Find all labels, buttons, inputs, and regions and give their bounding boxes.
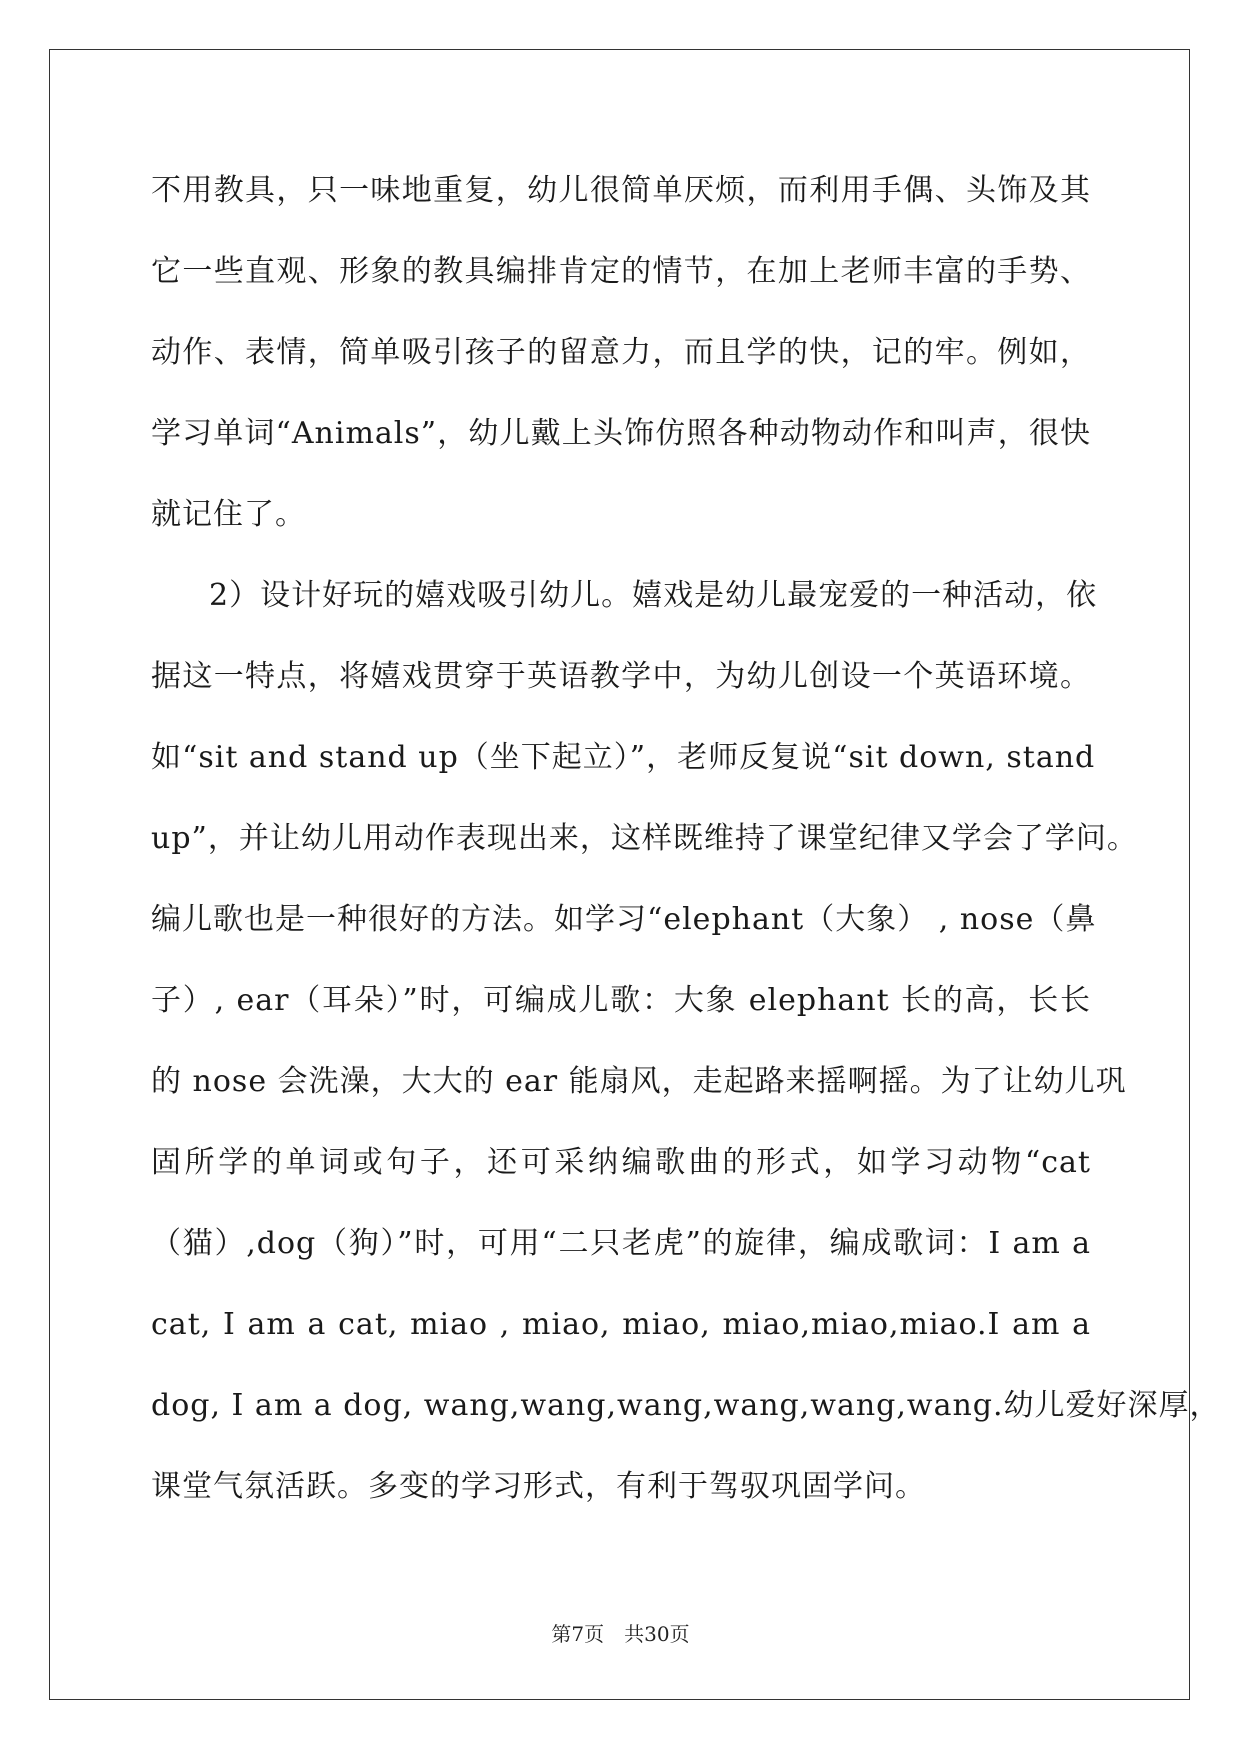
text-line: cat, I am a cat, miao , miao, miao, miao,miao,miao.I am a (151, 1307, 1091, 1342)
text-line: 如“sit and stand up（坐下起立）”，老师反复说“sit down, stand (151, 740, 1096, 775)
text-line: 固所学的单词或句子，还可采纳编歌曲的形式，如学习动物“cat (151, 1145, 1091, 1180)
text-line: 编儿歌也是一种很好的方法。如学习“elephant（大象） , nose（鼻 (151, 902, 1097, 937)
text-line: 它一些直观、形象的教具编排肯定的情节，在加上老师丰富的手势、 (151, 254, 1091, 289)
paragraph-1 (151, 150, 1091, 555)
text-line: 不用教具，只一味地重复，幼儿很简单厌烦，而利用手偶、头饰及其 (151, 173, 1091, 208)
text-line: （猫）,dog（狗）”时，可用“二只老虎”的旋律，编成歌词：I am a (151, 1226, 1091, 1261)
document-body (151, 150, 1221, 1527)
text-line: 就记住了。 (151, 497, 306, 532)
text-line: 学习单词“Animals”，幼儿戴上头饰仿照各种动物动作和叫声，很快 (151, 416, 1091, 451)
text-line: 2）设计好玩的嬉戏吸引幼儿。嬉戏是幼儿最宠爱的一种活动，依 (209, 578, 1098, 613)
text-line: up”，并让幼儿用动作表现出来，这样既维持了课堂纪律又学会了学问。 (151, 821, 1138, 856)
text-line: 据这一特点，将嬉戏贯穿于英语教学中，为幼儿创设一个英语环境。 (151, 659, 1091, 694)
text-line: dog, I am a dog, wang,wang,wang,wang,wang,wang.幼儿爱好深厚， (151, 1388, 1221, 1423)
text-line: 的 nose 会洗澡，大大的 ear 能扇风，走起路来摇啊摇。为了让幼儿巩 (151, 1064, 1127, 1099)
text-line: 子）, ear（耳朵）”时，可编成儿歌：大象 elephant 长的高，长长 (151, 983, 1091, 1018)
page-number-footer: 第7页 共30页 (551, 1622, 690, 1646)
text-line: 动作、表情，简单吸引孩子的留意力，而且学的快，记的牢。例如， (151, 335, 1091, 370)
paragraph-2 (151, 555, 1221, 1527)
text-line: 课堂气氛活跃。多变的学习形式，有利于驾驭巩固学问。 (151, 1469, 926, 1504)
